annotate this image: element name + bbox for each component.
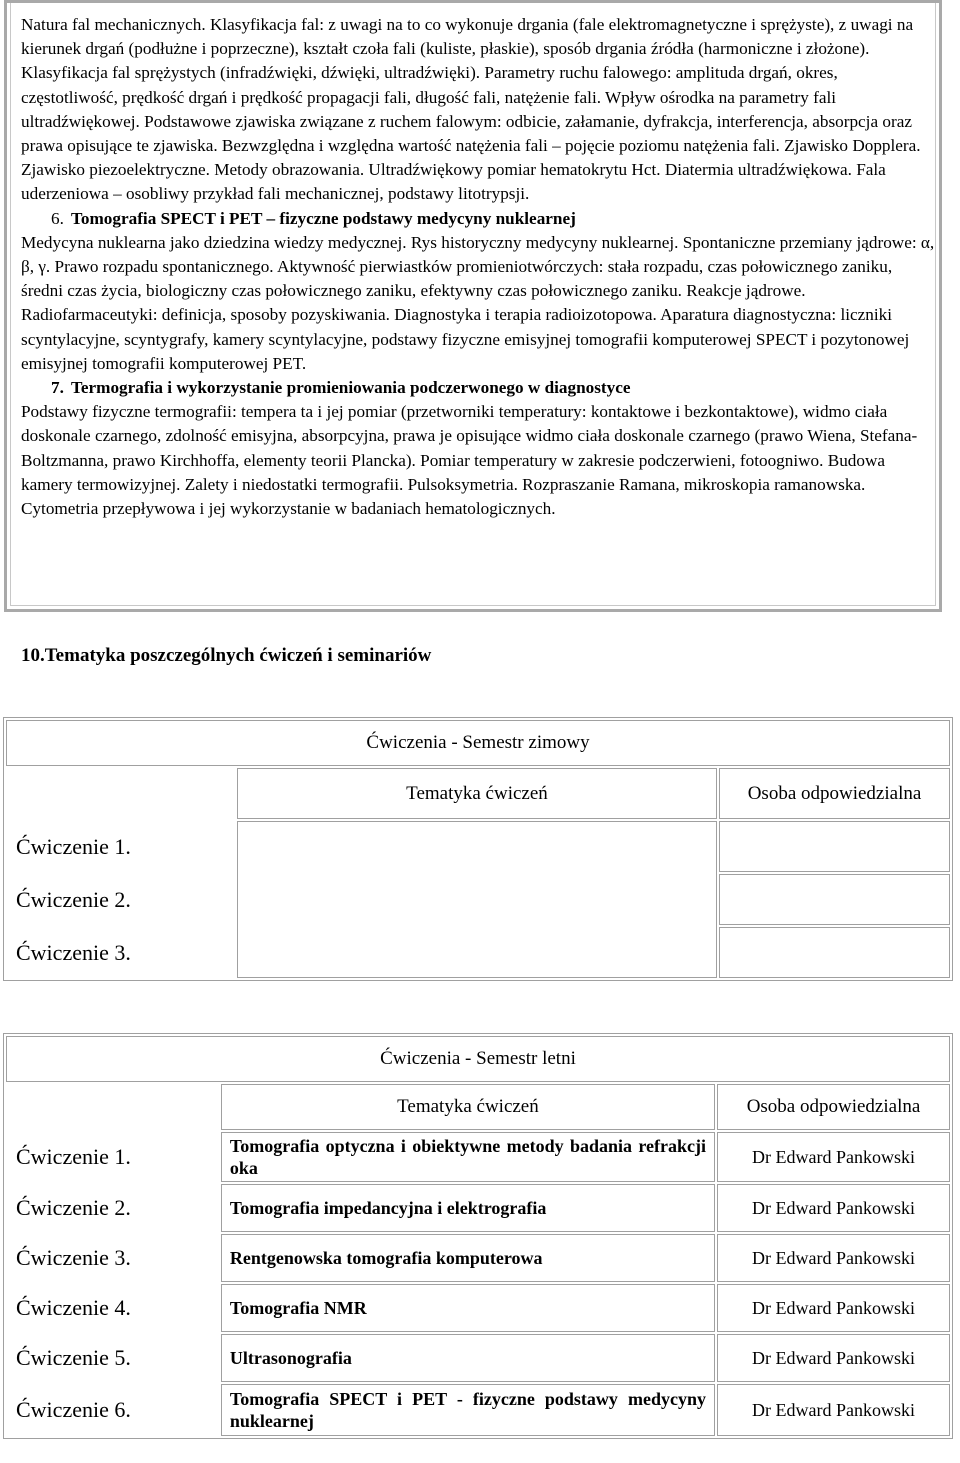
summer-col-person-header: Osoba odpowiedzialna	[717, 1084, 950, 1130]
summer-row-label: Ćwiczenie 3.	[16, 1245, 131, 1270]
summer-semester-table	[3, 1033, 953, 1439]
winter-person-cell	[719, 874, 950, 925]
summer-person-cell: Dr Edward Pankowski	[717, 1284, 950, 1332]
summer-person-cell: Dr Edward Pankowski	[717, 1234, 950, 1282]
section-7-body: Podstawy fizyczne termografii: tempera ta i jej pomiar (przetworniki temperatury: kontaktowe i bezkontaktowe), widmo ciała doskonale czarnego, zdolność emisyjna, absorpcyjna, prawa je opisujące widmo ciała doskonale czarnego (prawo Wiena, Stefana-Boltzmanna, prawo Kirchhoffa, elementy teorii Plancka). Pomiar temperatury w zakresie podczerwieni, fotoogniwo. Budowa kamery termowizyjnej. Zalety i niedostatki termografii. Pulsoksymetria. Rozpraszanie Ramana, mikroskopia ramanowska. Cytometria przepływowa i jej wykorzystanie w badaniach hematologicznych.	[21, 402, 918, 519]
summer-person-cell: Dr Edward Pankowski	[717, 1384, 950, 1436]
section-6-title: Tomografia SPECT i PET – fizyczne podstawy medycyny nuklearnej	[71, 208, 576, 228]
section-6-number: 6.	[51, 208, 64, 228]
winter-col-person-header: Osoba odpowiedzialna	[719, 768, 950, 819]
winter-col-topic-header: Tematyka ćwiczeń	[237, 768, 717, 819]
summer-row-label: Ćwiczenie 5.	[16, 1345, 131, 1370]
summer-row-label: Ćwiczenie 2.	[16, 1195, 131, 1220]
syllabus-text-box	[4, 0, 942, 612]
section-7-heading	[21, 376, 936, 400]
summer-topic-cell: Ultrasonografia	[221, 1334, 715, 1382]
summer-col-topic-header: Tematyka ćwiczeń	[221, 1084, 715, 1130]
winter-person-cell	[719, 927, 950, 978]
summer-row-label: Ćwiczenie 1.	[16, 1144, 131, 1169]
summer-person-cell: Dr Edward Pankowski	[717, 1334, 950, 1382]
summer-topic-cell: Rentgenowska tomografia komputerowa	[221, 1234, 715, 1282]
winter-caption: Ćwiczenia - Semestr zimowy	[6, 720, 950, 766]
winter-topic-cell	[237, 821, 717, 978]
section-6-body: Medycyna nuklearna jako dziedzina wiedzy medycznej. Rys historyczny medycyny nuklearnej. Spontaniczne przemiany jądrowe: α, β, γ. Prawo rozpadu spontanicznego. Aktywność pierwiastków promieniotwórczych: stała rozpadu, czas połowicznego zaniku, średni czas życia, biologiczny czas połowicznego zaniku, efektywny czas połowicznego zaniku. Reakcje jądrowe. Radiofarmaceutyki: definicja, sposoby pozyskiwania. Diagnostyka i terapia radioizotopowa. Aparatura diagnostyczna: liczniki scyntylacyjne, scyntygrafy, kamery scyntylacyjne, podstawy fizyczne emisyjnej tomografii komputerowej SPECT i pozytonowej emisyjnej tomografii komputerowej PET.	[21, 232, 935, 373]
summer-row-label: Ćwiczenie 4.	[16, 1295, 131, 1320]
winter-row-label: Ćwiczenie 2.	[16, 886, 131, 912]
winter-semester-table	[3, 717, 953, 981]
winter-person-cell	[719, 821, 950, 872]
section-10-heading: 10.Tematyka poszczególnych ćwiczeń i seminariów	[21, 645, 432, 666]
summer-topic-cell: Tomografia SPECT i PET - fizyczne podstawy medycyny nuklearnej	[221, 1384, 715, 1436]
winter-row-label: Ćwiczenie 1.	[16, 833, 131, 859]
summer-person-cell: Dr Edward Pankowski	[717, 1132, 950, 1182]
winter-row-label: Ćwiczenie 3.	[16, 939, 131, 965]
summer-header-empty	[6, 1084, 219, 1130]
summer-caption: Ćwiczenia - Semestr letni	[6, 1036, 950, 1082]
section-6-heading	[21, 207, 936, 231]
summer-topic-cell: Tomografia optyczna i obiektywne metody badania refrakcji oka	[221, 1132, 715, 1182]
section-7-title: Termografia i wykorzystanie promieniowania podczerwonego w diagnostyce	[71, 378, 631, 398]
summer-person-cell: Dr Edward Pankowski	[717, 1184, 950, 1232]
winter-header-empty	[6, 768, 235, 819]
summer-row-label: Ćwiczenie 6.	[16, 1397, 131, 1422]
summer-topic-cell: Tomografia impedancyjna i elektrografia	[221, 1184, 715, 1232]
section-7-number: 7.	[51, 378, 64, 398]
summer-topic-cell: Tomografia NMR	[221, 1284, 715, 1332]
wave-topics-paragraph: Natura fal mechanicznych. Klasyfikacja fal: z uwagi na to co wykonuje drgania (fale elektromagnetyczne i sprężyste), z uwagi na kierunek drgań (podłużne i poprzeczne), kształt czoła fali (kuliste, płaskie), sposób drgania źródła (harmoniczne i złożone). Klasyfikacja fal sprężystych (infradźwięki, dźwięki, ultradźwięki). Parametry ruchu falowego: amplituda drgań, okres, częstotliwość, prędkość drgań i prędkość propagacji fali, długość fali, natężenie fali. Wpływ ośrodka na parametry fali ultradźwiękowej. Podstawowe zjawiska związane z ruchem falowym: odbicie, załamanie, dyfrakcja, interferencja, absorpcja oraz prawa opisujące te zjawiska. Bezwzględna i względna wartość natężenia fali – pojęcie poziomu natężenia fali. Zjawisko Dopplera. Zjawisko piezoelektryczne. Metody obrazowania. Ultradźwiękowy pomiar hematokrytu Hct. Diatermia ultradźwiękowa. Fala uderzeniowa – osobliwy przykład fali mechanicznej, podstawy litotrypsji.	[21, 15, 921, 204]
syllabus-content	[21, 13, 936, 521]
